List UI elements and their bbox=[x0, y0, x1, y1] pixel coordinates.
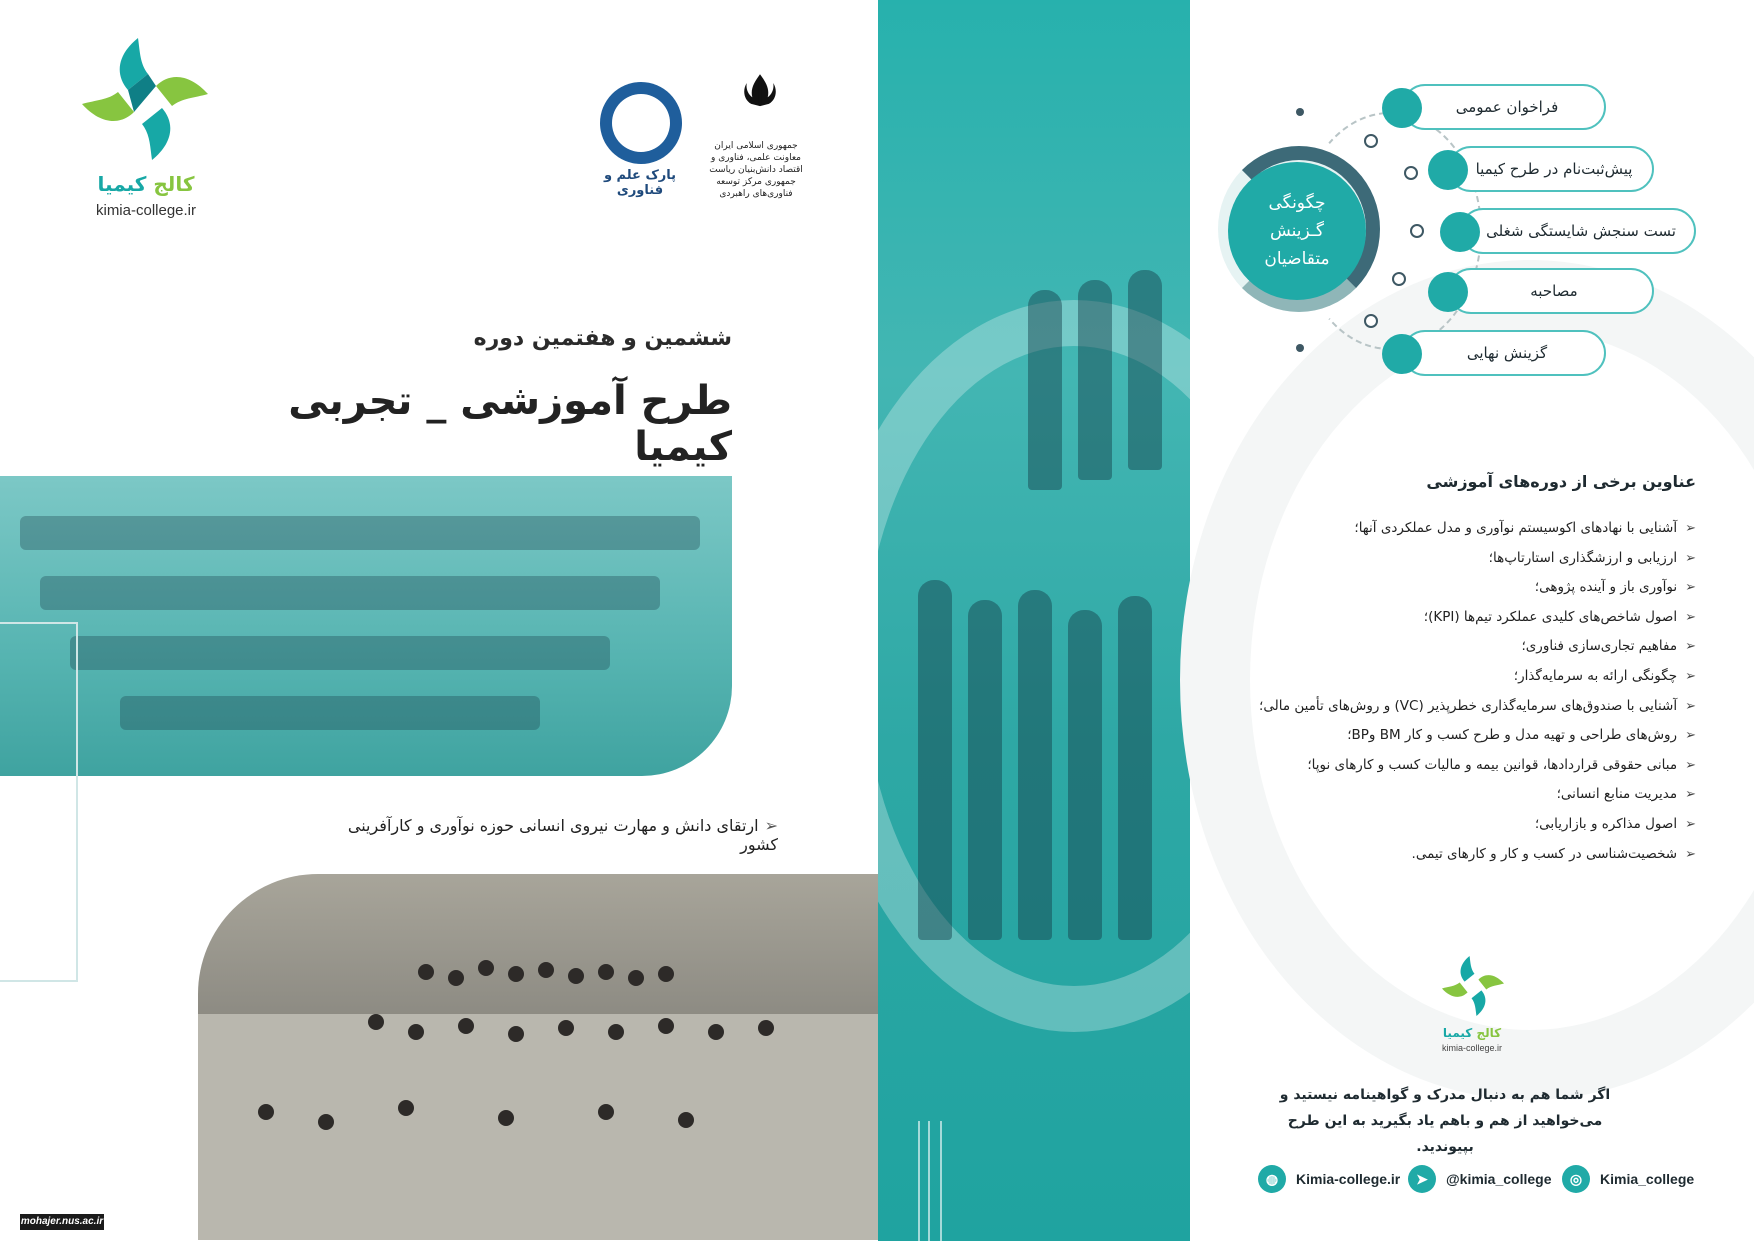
arrow-bullet-icon: ➢ bbox=[1685, 787, 1696, 803]
mission-statement: ➢ارتقای دانش و مهارت نیروی انسانی حوزه نوآوری و کارآفرینی کشور bbox=[347, 816, 778, 854]
classroom-photo bbox=[0, 476, 732, 776]
courses-heading: عناوین برخی از دوره‌های آموزشی bbox=[1426, 472, 1696, 491]
step-pill: مصاحبه bbox=[1448, 268, 1654, 314]
teal-photo-band bbox=[878, 0, 1190, 1241]
list-item: ➢مفاهیم تجاری‌سازی فناوری؛ bbox=[1521, 638, 1696, 655]
arrow-bullet-icon: ➢ bbox=[1685, 668, 1696, 684]
arrow-bullet-icon: ➢ bbox=[1685, 698, 1696, 714]
arrow-bullet-icon: ➢ bbox=[1685, 757, 1696, 773]
list-item: ➢اصول شاخص‌های کلیدی عملکرد تیم‌ها (KPI)؛ bbox=[1423, 608, 1696, 625]
arrow-bullet-icon: ➢ bbox=[764, 816, 778, 835]
step-pill: گزینش نهایی bbox=[1402, 330, 1606, 376]
timeline-node bbox=[1404, 166, 1418, 180]
arrow-bullet-icon: ➢ bbox=[1685, 521, 1696, 536]
timeline-node bbox=[1364, 134, 1378, 148]
list-item: ➢آشنایی با نهادهای اکوسیستم نوآوری و مدل عملکردی آنها؛ bbox=[1354, 520, 1696, 536]
list-item: ➢چگونگی ارائه به سرمایه‌گذار؛ bbox=[1513, 667, 1696, 684]
list-item: ➢روش‌های طراحی و تهیه مدل و طرح کسب و کار BM وBP؛ bbox=[1347, 727, 1696, 744]
group-photo bbox=[198, 874, 878, 1240]
arrow-bullet-icon: ➢ bbox=[1685, 846, 1696, 862]
list-item: ➢اصول مذاکره و بازاریابی؛ bbox=[1534, 815, 1696, 832]
brand-url: kimia-college.ir bbox=[95, 202, 197, 219]
list-item: ➢مبانی حقوقی قراردادها، قوانین بیمه و مالیات کسب و کارهای نوپا؛ bbox=[1307, 756, 1696, 773]
arrow-bullet-icon: ➢ bbox=[1685, 639, 1696, 655]
timeline-end-dot bbox=[1296, 344, 1304, 352]
website-link[interactable]: ◍ Kimia-college.ir bbox=[1258, 1164, 1400, 1194]
instagram-icon: ◎ bbox=[1562, 1165, 1590, 1193]
arrow-bullet-icon: ➢ bbox=[1685, 816, 1696, 832]
science-park-label: پارک علم و فناوری bbox=[603, 168, 677, 198]
timeline-node bbox=[1392, 272, 1406, 286]
footer-brand-url: kimia-college.ir bbox=[1441, 1043, 1503, 1053]
courses-list bbox=[1200, 520, 1696, 875]
emblem-caption: جمهوری اسلامی ایران معاونت علمی، فناوری و اقتصاد دانش‌بنیان ریاست جمهوری مرکز توسعه فناوری‌های راهبردی bbox=[709, 141, 803, 199]
footer-brand-name: کالج کیمیا bbox=[1442, 1026, 1502, 1040]
list-item: ➢نوآوری باز و آینده پژوهی؛ bbox=[1534, 579, 1696, 596]
arrow-bullet-icon: ➢ bbox=[1685, 609, 1696, 625]
watermark: mohajer.nus.ac.ir bbox=[20, 1214, 104, 1230]
list-item: ➢آشنایی با صندوق‌های سرمایه‌گذاری خطرپذیر (VC) و روش‌های تأمین مالی؛ bbox=[1259, 697, 1696, 714]
decorative-frame bbox=[0, 622, 78, 982]
instagram-link[interactable]: ◎ Kimia_college bbox=[1562, 1164, 1694, 1194]
arrow-bullet-icon: ➢ bbox=[1685, 550, 1696, 566]
kimia-logo-icon bbox=[1440, 954, 1506, 1018]
science-park-logo-center bbox=[612, 94, 670, 152]
telegram-icon: ➤ bbox=[1408, 1165, 1436, 1193]
timeline-end-dot bbox=[1296, 108, 1304, 116]
globe-icon: ◍ bbox=[1258, 1165, 1286, 1193]
telegram-link[interactable]: ➤ @kimia_college bbox=[1408, 1164, 1551, 1194]
timeline-node bbox=[1410, 224, 1424, 238]
kimia-logo-icon bbox=[78, 34, 212, 164]
list-item: ➢مدیریت منابع انسانی؛ bbox=[1556, 786, 1696, 803]
step-pill: فراخوان عمومی bbox=[1402, 84, 1606, 130]
step-pill: تست سنجش شایستگی شغلی bbox=[1460, 208, 1696, 254]
iran-emblem-icon bbox=[720, 72, 800, 138]
list-item: ➢ارزیابی و ارزشگذاری استارتاپ‌ها؛ bbox=[1488, 549, 1696, 566]
brand-name: کالج کیمیا bbox=[97, 172, 195, 196]
step-pill: پیش‌ثبت‌نام در طرح کیمیا bbox=[1448, 146, 1654, 192]
page-title: طرح آموزشی _ تجربی کیمیا bbox=[288, 378, 732, 470]
list-item: ➢شخصیت‌شناسی در کسب و کار و کارهای تیمی. bbox=[1411, 845, 1696, 862]
selection-hub: چگونگی گـزینش متقاضیان bbox=[1228, 162, 1366, 300]
arrow-bullet-icon: ➢ bbox=[1685, 580, 1696, 596]
timeline-node bbox=[1364, 314, 1378, 328]
call-to-action: اگر شما هم به دنبال مدرک و گواهینامه نیستید و می‌خواهید از هم و باهم یاد بگیرید به این طرح بپیوندید. bbox=[1279, 1087, 1611, 1155]
arrow-bullet-icon: ➢ bbox=[1685, 728, 1696, 744]
course-subtitle: ششمین و هفتمین دوره bbox=[473, 326, 732, 351]
